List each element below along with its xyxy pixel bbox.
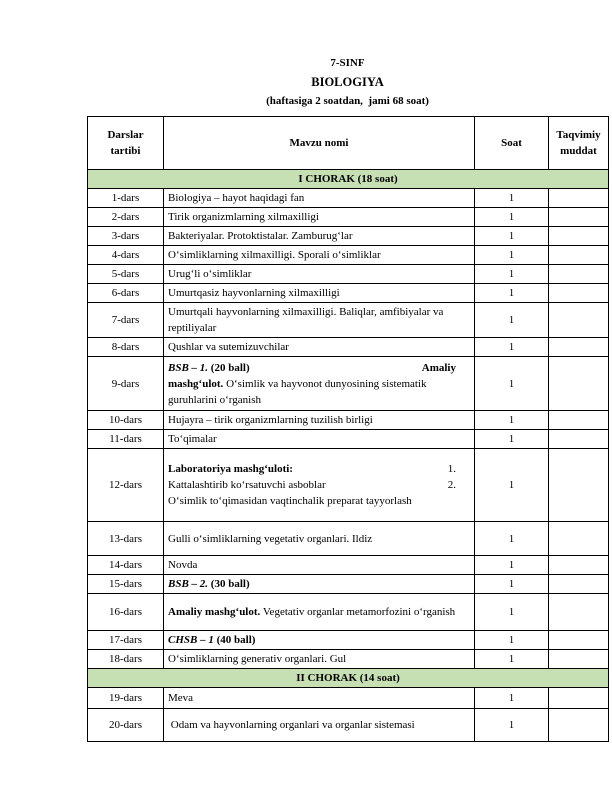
lesson-number-cell: 2-dars (88, 208, 164, 227)
calendar-date-cell (549, 594, 609, 631)
topic-text: Kattalashtirib koʻrsatuvchi asboblar (168, 479, 326, 491)
topic-text: Hujayra – tirik organizmlarning tuzilish birligi (168, 414, 373, 426)
topic-line (168, 376, 470, 392)
hours-cell: 1 (475, 556, 549, 575)
topic-line (168, 531, 470, 547)
section-title: I CHORAK (18 soat) (88, 170, 609, 189)
calendar-date-cell (549, 411, 609, 430)
calendar-date-cell (549, 688, 609, 709)
lesson-number-cell: 3-dars (88, 227, 164, 246)
calendar-date-cell (549, 246, 609, 265)
curriculum-table (87, 116, 609, 742)
calendar-date-cell (549, 303, 609, 338)
table-row (88, 688, 609, 709)
topic-cell (164, 208, 475, 227)
topic-text: Urugʻli oʻsimliklar (168, 268, 252, 280)
lesson-number-cell: 14-dars (88, 556, 164, 575)
table-row (88, 303, 609, 338)
calendar-date-cell (549, 650, 609, 669)
calendar-date-cell (549, 284, 609, 303)
hours-cell: 1 (475, 227, 549, 246)
col-header-topic-name: Mavzu nomi (164, 117, 475, 170)
calendar-date-cell (549, 265, 609, 284)
topic-text: Laboratoriya mashgʻuloti: (168, 463, 293, 475)
topic-text: Amaliy mashgʻulot. Vegetativ organlar metamorfozini oʻrganish (168, 606, 456, 618)
lesson-number-cell: 13-dars (88, 522, 164, 556)
hours-cell: 1 (475, 411, 549, 430)
calendar-date-cell (549, 357, 609, 411)
hours-cell: 1 (475, 246, 549, 265)
topic-text: Umurtqasiz hayvonlarning xilmaxilligi (168, 287, 340, 299)
hours-cell: 1 (475, 650, 549, 669)
topic-cell (164, 709, 475, 742)
lesson-number-cell: 6-dars (88, 284, 164, 303)
hours-cell: 1 (475, 522, 549, 556)
topic-text: BSB – 2. (30 ball) (168, 578, 250, 590)
lesson-number-cell: 10-dars (88, 411, 164, 430)
topic-line (168, 632, 470, 648)
topic-line (168, 209, 470, 225)
topic-line (168, 604, 470, 620)
calendar-date-cell (549, 430, 609, 449)
table-row (88, 284, 609, 303)
calendar-date-cell (549, 338, 609, 357)
topic-text: Gulli oʻsimliklarning vegetativ organlari. Ildiz (168, 532, 373, 545)
table-row (88, 246, 609, 265)
table-row (88, 430, 609, 449)
table-row (88, 709, 609, 742)
lesson-number-cell: 19-dars (88, 688, 164, 709)
topic-text: guruhlarini oʻrganish (168, 393, 261, 406)
topic-line (168, 190, 470, 206)
calendar-date-cell (549, 449, 609, 522)
table-row (88, 631, 609, 650)
lesson-number-cell: 5-dars (88, 265, 164, 284)
hours-cell: 1 (475, 631, 549, 650)
topic-cell (164, 575, 475, 594)
topic-line (168, 392, 470, 408)
topic-text: Biologiya – hayot haqidagi fan (168, 192, 305, 204)
lesson-number-cell: 9-dars (88, 357, 164, 411)
topic-line (168, 285, 470, 301)
topic-text: Meva (168, 692, 194, 704)
hours-cell: 1 (475, 303, 549, 338)
lesson-number-cell: 8-dars (88, 338, 164, 357)
topic-cell (164, 688, 475, 709)
lesson-number-cell: 7-dars (88, 303, 164, 338)
hours-cell: 1 (475, 265, 549, 284)
lesson-number-cell: 12-dars (88, 449, 164, 522)
table-row (88, 522, 609, 556)
topic-line (168, 493, 470, 509)
hours-cell: 1 (475, 430, 549, 449)
topic-line-right-text: 2. (447, 479, 456, 491)
topic-cell (164, 284, 475, 303)
topic-cell (164, 522, 475, 556)
table-row (88, 650, 609, 669)
table-row (88, 449, 609, 522)
calendar-date-cell (549, 631, 609, 650)
lesson-number-cell: 1-dars (88, 189, 164, 208)
topic-line (168, 266, 470, 282)
table-row (88, 227, 609, 246)
calendar-date-cell (549, 208, 609, 227)
topic-cell (164, 650, 475, 669)
section-header-row (88, 669, 609, 688)
lesson-number-cell: 4-dars (88, 246, 164, 265)
lesson-number-cell: 16-dars (88, 594, 164, 631)
topic-text: Oʻsimliklarning generativ organlari. Gul (168, 653, 347, 665)
header-row (88, 117, 609, 170)
table-row (88, 575, 609, 594)
topic-line (168, 412, 470, 428)
topic-cell (164, 357, 475, 411)
topic-line (168, 557, 470, 573)
topic-line (168, 339, 470, 355)
hours-cell: 1 (475, 449, 549, 522)
document-content (87, 0, 608, 742)
section-title: II CHORAK (14 soat) (88, 669, 609, 688)
topic-text: Novda (168, 559, 198, 571)
topic-cell (164, 246, 475, 265)
table-row (88, 411, 609, 430)
topic-text: CHSB – 1 (40 ball) (168, 634, 256, 646)
lesson-number-cell: 11-dars (88, 430, 164, 449)
topic-cell (164, 303, 475, 338)
topic-cell (164, 631, 475, 650)
lesson-number-cell: 15-dars (88, 575, 164, 594)
topic-cell (164, 265, 475, 284)
hours-cell: 1 (475, 208, 549, 227)
topic-text: Qushlar va sutemizuvchilar (168, 341, 289, 353)
table-row (88, 556, 609, 575)
topic-line-right-text: Amaliy (421, 361, 456, 374)
table-row (88, 189, 609, 208)
topic-text: Tirik organizmlarning xilmaxilligi (168, 211, 319, 223)
doc-subtitle-hours: (haftasiga 2 soatdan, jami 68 soat) (266, 95, 429, 107)
topic-line (168, 360, 470, 376)
topic-text: Oʻsimliklarning xilmaxilligi. Sporali oʻsimliklar (168, 249, 381, 261)
table-row (88, 594, 609, 631)
topic-cell (164, 430, 475, 449)
section-header-row (88, 170, 609, 189)
lesson-number-cell: 17-dars (88, 631, 164, 650)
hours-cell: 1 (475, 189, 549, 208)
topic-line (168, 651, 470, 667)
lesson-number-cell: 20-dars (88, 709, 164, 742)
table-row (88, 338, 609, 357)
topic-line (168, 304, 470, 336)
calendar-date-cell (549, 709, 609, 742)
topic-line (168, 431, 470, 447)
topic-line (168, 247, 470, 263)
topic-text: Odam va hayvonlarning organlari va organlar sistemasi (168, 719, 415, 731)
topic-cell (164, 189, 475, 208)
topic-text: Umurtqali hayvonlarning xilmaxilligi. Baliqlar, amfibiyalar va reptiliyalar (168, 306, 447, 334)
calendar-date-cell (549, 227, 609, 246)
topic-text: Oʻsimlik toʻqimasidan vaqtinchalik preparat tayyorlash (168, 495, 412, 507)
calendar-date-cell (549, 556, 609, 575)
topic-text: Bakteriyalar. Protoktistalar. Zamburugʻlar (168, 230, 353, 242)
hours-cell: 1 (475, 284, 549, 303)
table-row (88, 357, 609, 411)
topic-line (168, 461, 470, 477)
doc-title-subject: BIOLOGIYA (311, 75, 384, 89)
topic-line (168, 717, 470, 733)
lesson-number-cell: 18-dars (88, 650, 164, 669)
topic-cell (164, 227, 475, 246)
topic-cell (164, 338, 475, 357)
hours-cell: 1 (475, 688, 549, 709)
calendar-date-cell (549, 189, 609, 208)
topic-text: BSB – 1. (20 ball) (168, 361, 250, 374)
doc-title-grade: 7-SINF (330, 57, 365, 69)
topic-line (168, 228, 470, 244)
topic-cell (164, 556, 475, 575)
calendar-date-cell (549, 522, 609, 556)
topic-text: mashgʻulot. Oʻsimlik va hayvonot dunyosining sistematik (168, 377, 427, 390)
topic-text: Toʻqimalar (168, 433, 217, 445)
hours-cell: 1 (475, 709, 549, 742)
topic-cell (164, 449, 475, 522)
topic-cell (164, 594, 475, 631)
hours-cell: 1 (475, 594, 549, 631)
topic-line (168, 690, 470, 706)
hours-cell: 1 (475, 357, 549, 411)
table-row (88, 265, 609, 284)
topic-line-right-text: 1. (447, 463, 456, 475)
topic-line (168, 576, 470, 592)
hours-cell: 1 (475, 338, 549, 357)
topic-cell (164, 411, 475, 430)
col-header-hours: Soat (475, 117, 549, 170)
topic-line (168, 477, 470, 493)
table-body (88, 170, 609, 742)
table-row (88, 208, 609, 227)
hours-cell: 1 (475, 575, 549, 594)
col-header-lesson-order: Darslar tartibi (88, 117, 164, 170)
calendar-date-cell (549, 575, 609, 594)
col-header-calendar-date: Taqvimiy muddat (549, 117, 609, 170)
